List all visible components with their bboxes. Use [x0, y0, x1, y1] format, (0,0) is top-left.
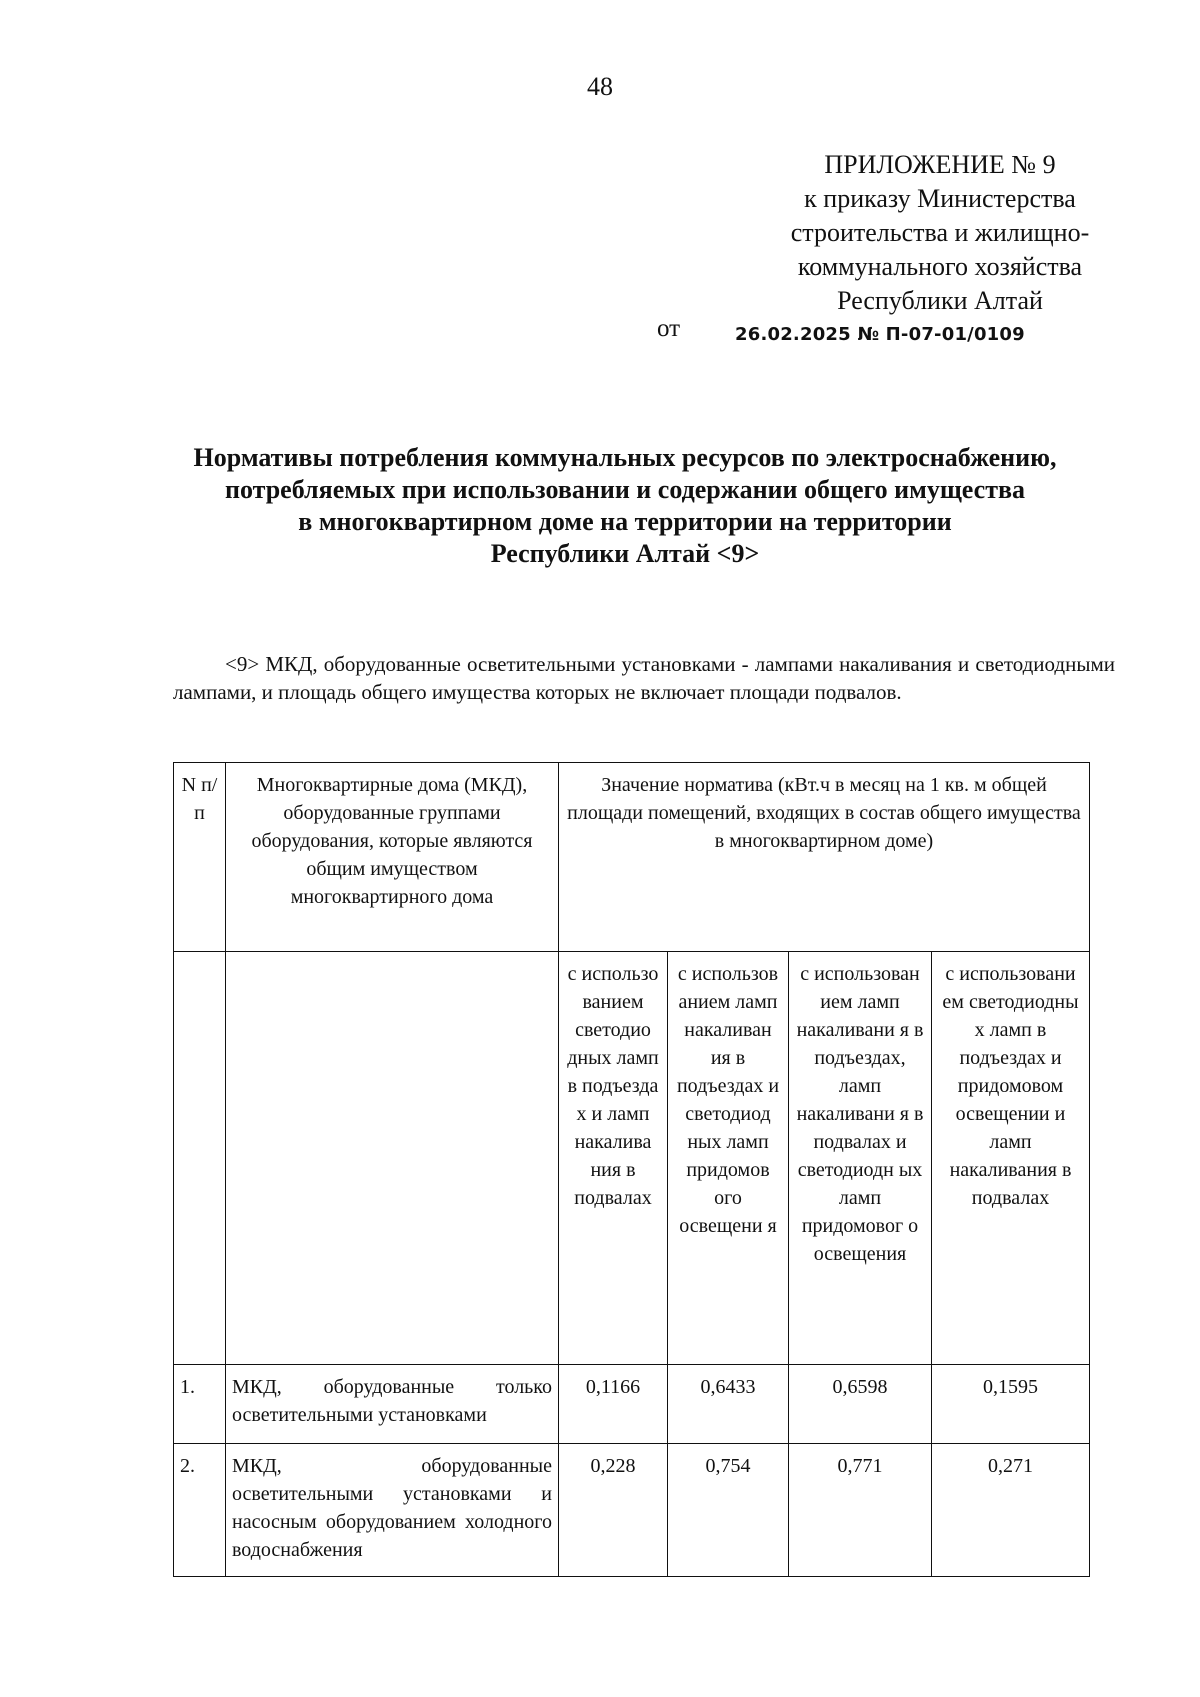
subheader-variant-4: с использовани ем светодиодны х ламп в подъездах и придомовом освещении и ламп накаливания в подвалах [932, 952, 1090, 1365]
annex-line: к приказу Министерства [804, 184, 1076, 213]
title-line: Нормативы потребления коммунальных ресурсов по электроснабжению, [193, 443, 1057, 472]
title-line: Республики Алтай <9> [490, 539, 760, 568]
page-number: 48 [587, 72, 613, 101]
title-line: потребляемых при использовании и содержании общего имущества [224, 475, 1026, 504]
annex-line: строительства и жилищно- [790, 218, 1090, 247]
row-value: 0,271 [932, 1444, 1090, 1577]
row-value: 0,228 [559, 1444, 668, 1577]
row-description: МКД, оборудованные только осветительными установками [226, 1365, 559, 1444]
annex-date-stamp: 26.02.2025 № П-07-01/0109 [735, 324, 1025, 345]
footnote: <9> МКД, оборудованные осветительными установками - лампами накаливания и светодиодными лампами, и площадь общего имущества которых не включает площади подвалов. [173, 652, 1115, 704]
table-row [174, 1365, 1090, 1444]
subheader-variant-3: с использован ием ламп накаливани я в подъездах, ламп накаливани я в подвалах и светодиодн ых ламп придомовог о освещения [789, 952, 932, 1365]
row-value: 0,754 [668, 1444, 789, 1577]
row-value: 0,1595 [932, 1365, 1090, 1444]
document-title [150, 442, 1100, 570]
annex-line: коммунального хозяйства [797, 252, 1083, 281]
subheader-variant-2: с использов анием ламп накаливан ия в подъездах и светодиод ных ламп придомов ого освещени я [668, 952, 789, 1365]
row-description: МКД, оборудованные осветительными установками и насосным оборудованием холодного водоснабжения [226, 1444, 559, 1577]
header-norm-value: Значение норматива (кВт.ч в месяц на 1 кв. м общей площади помещений, входящих в состав общего имущества в многоквартирном доме) [559, 763, 1090, 952]
table-header-row [174, 763, 1090, 952]
annex-date-label: от [657, 315, 681, 342]
subheader-variant-1: с использо ванием светодио дных ламп в подъезда х и ламп накалива ния в подвалах [559, 952, 668, 1365]
row-number: 2. [174, 1444, 226, 1577]
norms-table [173, 762, 1090, 1577]
header-mkd: Многоквартирные дома (МКД), оборудованные группами оборудования, которые являются общим имуществом многоквартирного дома [226, 763, 559, 952]
row-value: 0,6598 [789, 1365, 932, 1444]
table-row [174, 1444, 1090, 1577]
annex-title: ПРИЛОЖЕНИЕ № 9 [824, 150, 1056, 179]
annex-block [700, 148, 1180, 318]
annex-line: Республики Алтай [837, 286, 1043, 315]
row-number: 1. [174, 1365, 226, 1444]
row-value: 0,771 [789, 1444, 932, 1577]
row-value: 0,1166 [559, 1365, 668, 1444]
subheader-empty [174, 952, 226, 1365]
table-subheader-row [174, 952, 1090, 1365]
row-value: 0,6433 [668, 1365, 789, 1444]
subheader-empty [226, 952, 559, 1365]
header-number: N п/п [174, 763, 226, 952]
title-line: в многоквартирном доме на территории на территории [298, 507, 952, 536]
